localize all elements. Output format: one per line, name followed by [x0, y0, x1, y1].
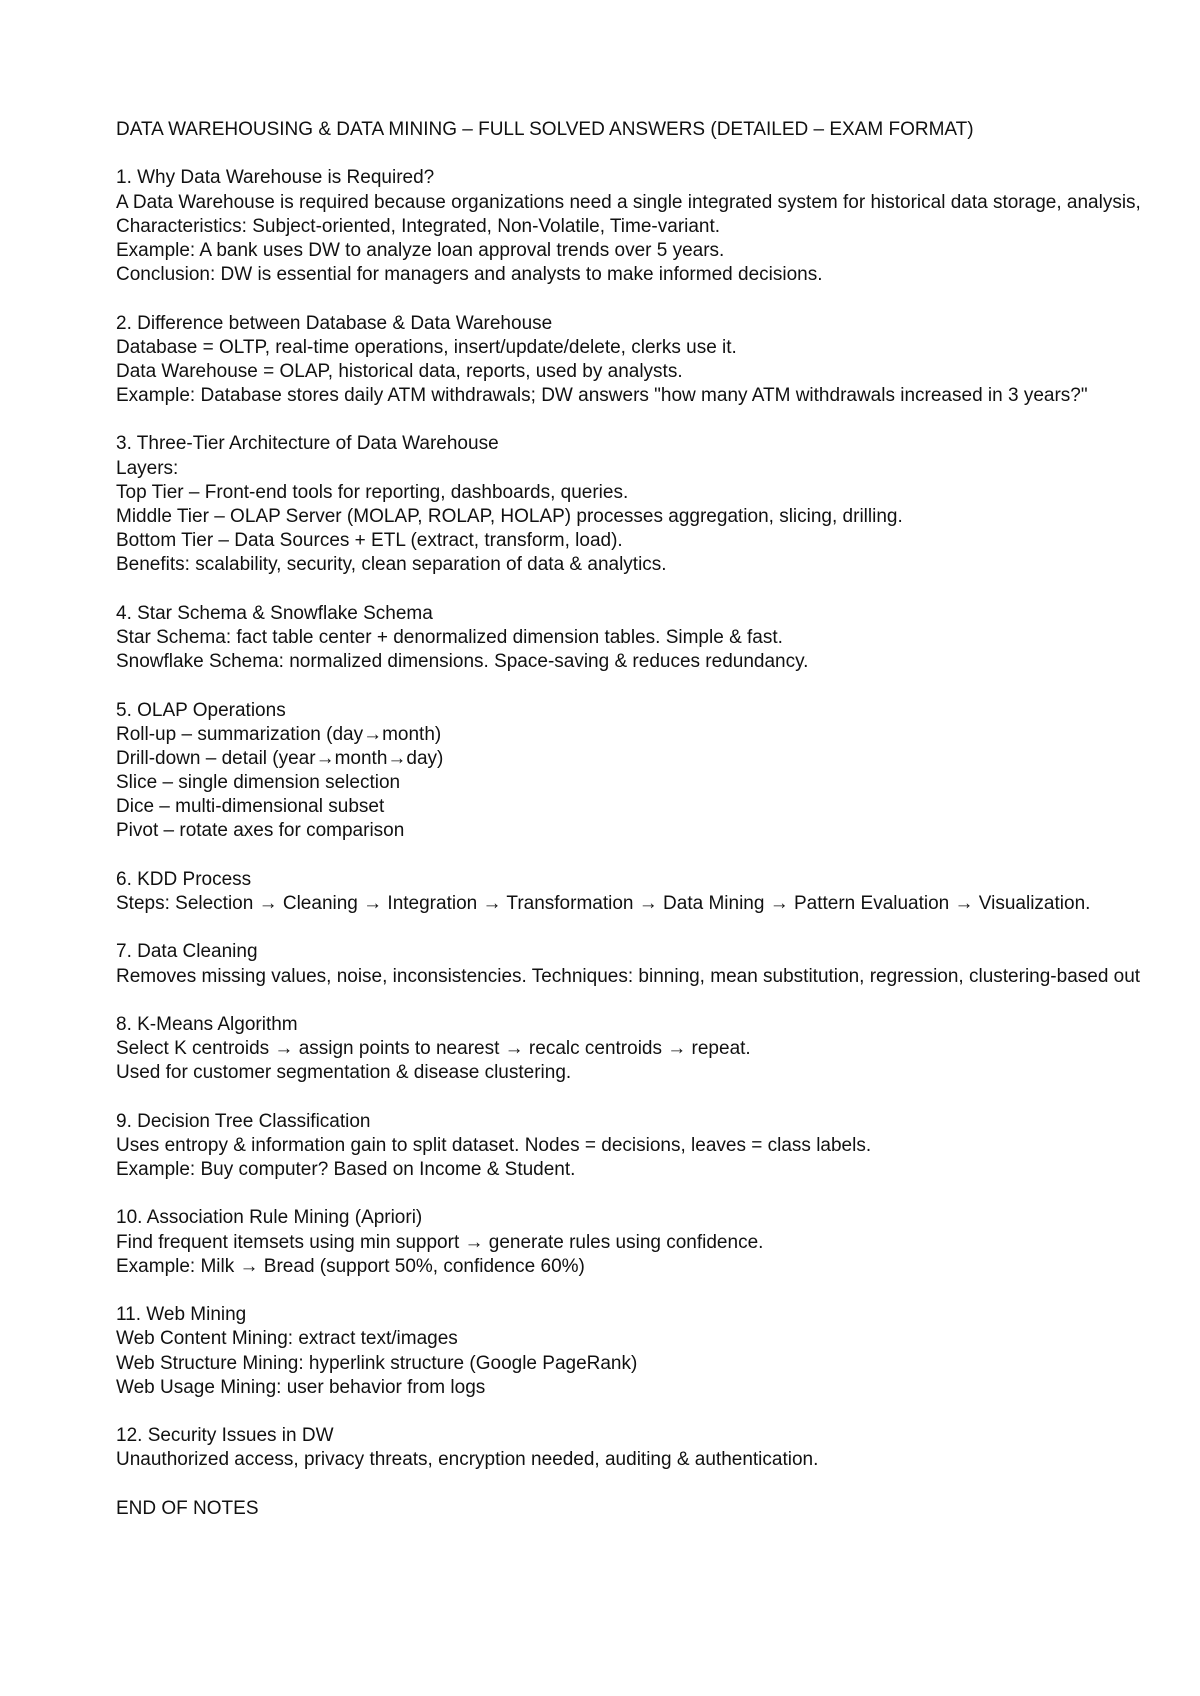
section-line: Roll-up – summarization (day→month) — [116, 723, 442, 745]
section-heading: 1. Why Data Warehouse is Required? — [116, 167, 435, 189]
spacer — [116, 844, 1200, 868]
section-9 — [116, 1110, 1200, 1183]
section-heading: 11. Web Mining — [116, 1304, 247, 1326]
section-4 — [116, 602, 1200, 675]
section-line: Web Structure Mining: hyperlink structure (Google PageRank) — [116, 1352, 638, 1374]
section-heading: 7. Data Cleaning — [116, 941, 258, 963]
section-line: Removes missing values, noise, inconsistencies. Techniques: binning, mean substitution, regression, clustering-based out — [116, 965, 1141, 987]
spacer — [116, 674, 1200, 698]
section-2 — [116, 312, 1200, 409]
section-line: Used for customer segmentation & disease clustering. — [116, 1062, 572, 1084]
section-11 — [116, 1303, 1200, 1400]
spacer — [116, 1086, 1200, 1110]
section-line: Pivot – rotate axes for comparison — [116, 820, 405, 842]
spacer — [116, 916, 1200, 940]
spacer — [116, 1279, 1200, 1303]
section-heading: 9. Decision Tree Classification — [116, 1110, 371, 1132]
document-footer: END OF NOTES — [116, 1497, 259, 1519]
section-line: Data Warehouse = OLAP, historical data, reports, used by analysts. — [116, 360, 683, 382]
section-12 — [116, 1424, 1200, 1472]
section-8 — [116, 1013, 1200, 1086]
spacer — [116, 287, 1200, 311]
section-10 — [116, 1206, 1200, 1279]
section-line: Web Content Mining: extract text/images — [116, 1328, 458, 1350]
section-line: Characteristics: Subject-oriented, Integrated, Non-Volatile, Time-variant. — [116, 215, 721, 237]
section-line: Select K centroids → assign points to nearest → recalc centroids → repeat. — [116, 1038, 751, 1060]
section-line: Example: Buy computer? Based on Income & Student. — [116, 1159, 576, 1181]
section-line: Drill-down – detail (year→month→day) — [116, 747, 444, 769]
section-line: Conclusion: DW is essential for managers and analysts to make informed decisions. — [116, 264, 823, 286]
section-heading: 4. Star Schema & Snowflake Schema — [116, 602, 433, 624]
section-line: Snowflake Schema: normalized dimensions. Space-saving & reduces redundancy. — [116, 651, 809, 673]
section-heading: 2. Difference between Database & Data Warehouse — [116, 312, 553, 334]
section-heading: 3. Three-Tier Architecture of Data Warehouse — [116, 433, 499, 455]
section-line: Example: A bank uses DW to analyze loan approval trends over 5 years. — [116, 239, 725, 261]
section-line: Layers: — [116, 457, 179, 479]
section-line: Star Schema: fact table center + denormalized dimension tables. Simple & fast. — [116, 626, 783, 648]
section-line: Find frequent itemsets using min support → generate rules using confidence. — [116, 1231, 764, 1253]
section-line: Example: Milk → Bread (support 50%, confidence 60%) — [116, 1255, 585, 1277]
spacer — [116, 408, 1200, 432]
section-heading: 12. Security Issues in DW — [116, 1425, 334, 1447]
section-line: Unauthorized access, privacy threats, encryption needed, auditing & authentication. — [116, 1449, 819, 1471]
section-heading: 6. KDD Process — [116, 868, 252, 890]
section-line: Uses entropy & information gain to split dataset. Nodes = decisions, leaves = class labels. — [116, 1134, 872, 1156]
section-line: Example: Database stores daily ATM withdrawals; DW answers "how many ATM withdrawals increased in 3 years?" — [116, 385, 1088, 407]
section-3 — [116, 432, 1200, 577]
document-title: DATA WAREHOUSING & DATA MINING – FULL SOLVED ANSWERS (DETAILED – EXAM FORMAT) — [116, 119, 974, 140]
section-heading: 5. OLAP Operations — [116, 699, 286, 721]
section-5 — [116, 699, 1200, 844]
section-line: Benefits: scalability, security, clean separation of data & analytics. — [116, 554, 667, 576]
spacer — [116, 989, 1200, 1013]
section-line: Web Usage Mining: user behavior from logs — [116, 1376, 486, 1398]
section-line: Database = OLTP, real-time operations, insert/update/delete, clerks use it. — [116, 336, 737, 358]
section-6 — [116, 868, 1200, 916]
section-line: Top Tier – Front-end tools for reporting, dashboards, queries. — [116, 481, 629, 503]
spacer — [116, 1400, 1200, 1424]
section-7 — [116, 940, 1200, 988]
section-line: Dice – multi-dimensional subset — [116, 796, 385, 818]
spacer — [116, 1182, 1200, 1206]
section-line: Slice – single dimension selection — [116, 772, 401, 794]
section-1 — [116, 166, 1200, 287]
section-line: Middle Tier – OLAP Server (MOLAP, ROLAP, HOLAP) processes aggregation, slicing, drilling. — [116, 506, 903, 527]
document-page — [116, 118, 1200, 1521]
section-line: Steps: Selection → Cleaning → Integration → Transformation → Data Mining → Pattern Evaluation → Visualization. — [116, 893, 1091, 914]
section-heading: 8. K-Means Algorithm — [116, 1013, 298, 1035]
section-heading: 10. Association Rule Mining (Apriori) — [116, 1207, 423, 1229]
spacer — [116, 142, 1200, 166]
spacer — [116, 1473, 1200, 1497]
spacer — [116, 578, 1200, 602]
section-line: A Data Warehouse is required because organizations need a single integrated system for historical data storage, analysis, — [116, 191, 1141, 213]
section-line: Bottom Tier – Data Sources + ETL (extract, transform, load). — [116, 530, 623, 552]
